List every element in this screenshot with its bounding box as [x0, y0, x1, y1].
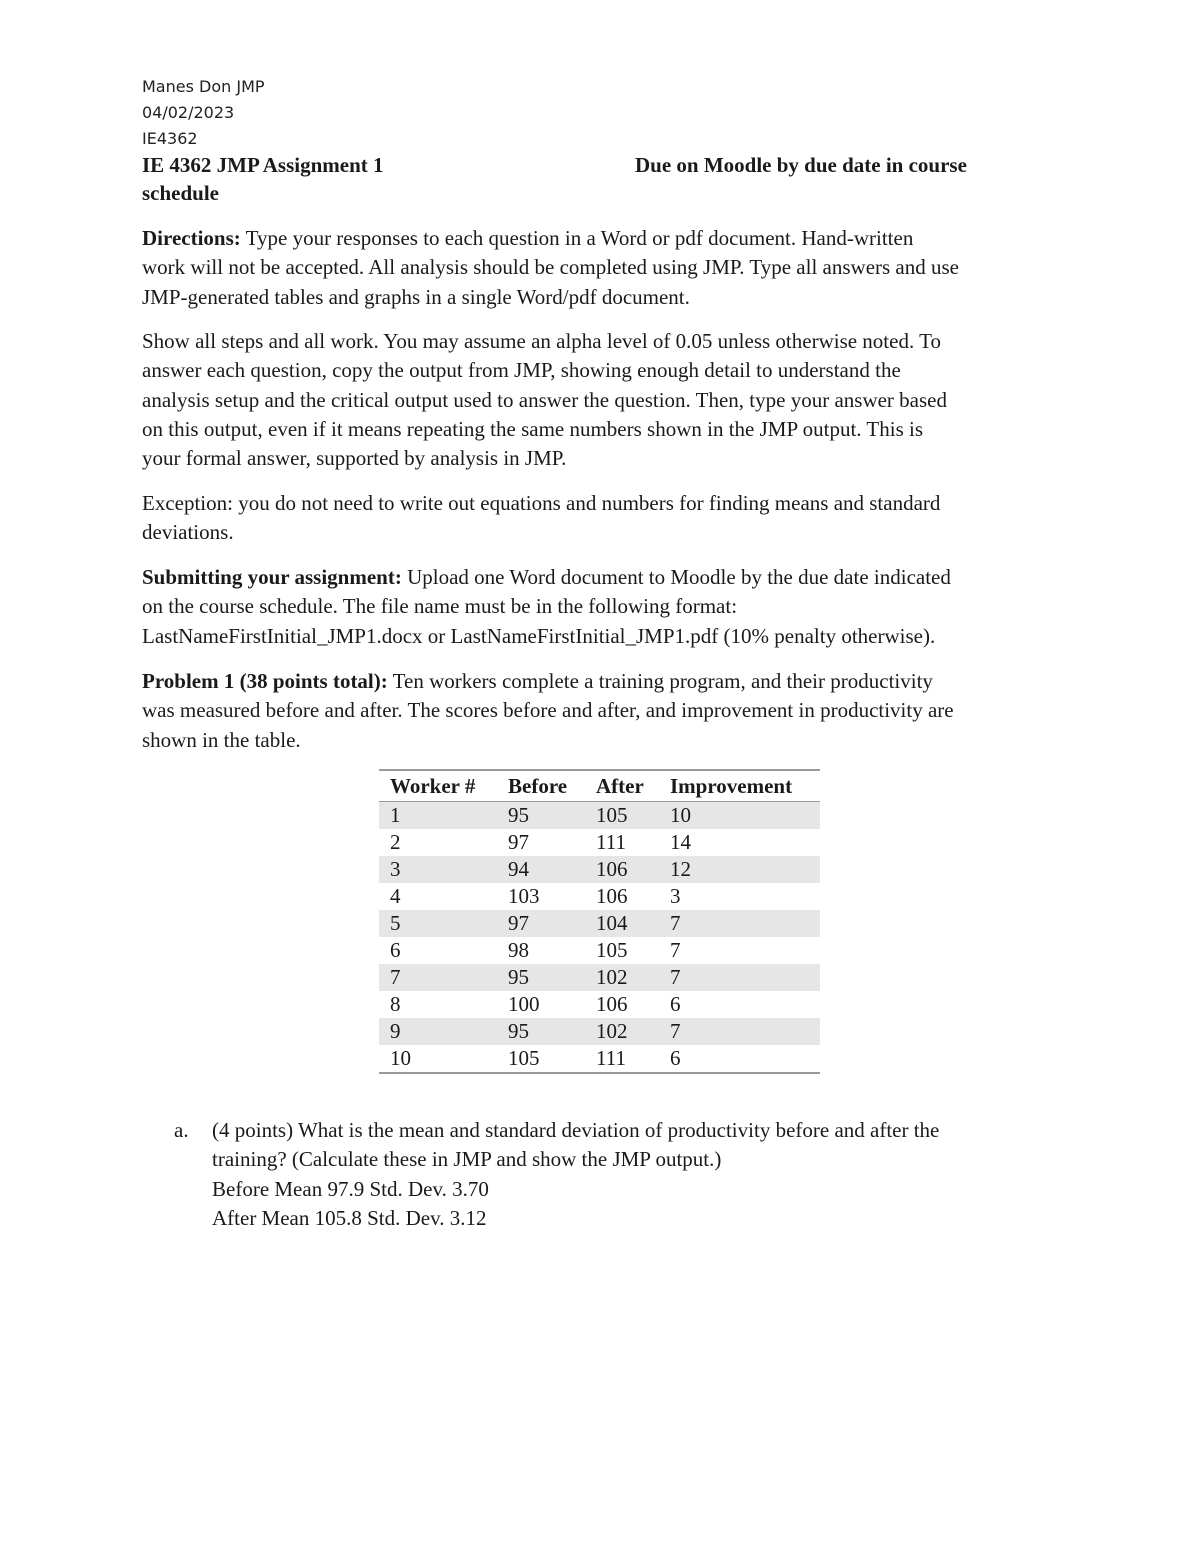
before-cell: 97 [497, 910, 585, 937]
column-header-worker: Worker # [379, 770, 497, 802]
worker-cell: 9 [379, 1018, 497, 1045]
worker-cell: 6 [390, 938, 401, 962]
before-cell: 94 [497, 856, 585, 883]
table-header-row [379, 770, 820, 802]
after-cell: 111 [596, 830, 626, 854]
worker-cell: 4 [390, 884, 401, 908]
answer-before: Before Mean 97.9 Std. Dev. 3.70 [212, 1176, 489, 1201]
before-cell: 97 [508, 830, 529, 854]
show-work-line: your formal answer, supported by analysis in JMP. [142, 446, 567, 471]
improvement-cell: 14 [670, 830, 691, 854]
show-work-line: analysis setup and the critical output used to answer the question. Then, type your answer based [142, 387, 947, 412]
problem-1-line: Ten workers complete a training program, and their productivity [387, 669, 933, 693]
before-cell: 95 [497, 1018, 585, 1045]
question-a-label: a. [174, 1118, 189, 1142]
worker-cell: 10 [390, 1046, 411, 1070]
productivity-table [379, 769, 820, 1074]
after-cell: 102 [585, 964, 659, 991]
question-a-body [212, 1116, 1072, 1233]
before-cell: 103 [508, 884, 540, 908]
improvement-cell: 7 [659, 1018, 820, 1045]
submission-date: 04/02/2023 [142, 103, 235, 122]
table-row [379, 802, 820, 830]
worker-cell: 2 [390, 830, 401, 854]
assignment-title-left: IE 4362 JMP Assignment 1 [142, 153, 384, 177]
table-row [379, 1045, 820, 1073]
column-header-improvement: Improvement [659, 770, 820, 802]
worker-cell: 7 [379, 964, 497, 991]
course-code: IE4362 [142, 129, 198, 148]
due-date-note-wrap: schedule [142, 181, 220, 205]
worker-cell: 1 [379, 802, 497, 830]
exception-paragraph [142, 489, 1072, 548]
table-row [379, 991, 820, 1018]
submitting-label: Submitting your assignment: [142, 565, 402, 589]
improvement-cell: 7 [659, 910, 820, 937]
column-header-before: Before [497, 770, 585, 802]
table-row [379, 937, 820, 964]
show-work-paragraph [142, 327, 1072, 473]
directions-paragraph [142, 224, 1072, 312]
after-cell: 102 [585, 1018, 659, 1045]
question-a-line: (4 points) What is the mean and standard deviation of productivity before and after the [212, 1118, 940, 1142]
improvement-cell: 3 [670, 884, 681, 908]
improvement-cell: 7 [670, 938, 681, 962]
show-work-line: answer each question, copy the output from JMP, showing enough detail to understand the [142, 358, 901, 383]
directions-line: JMP-generated tables and graphs in a single Word/pdf document. [142, 284, 690, 309]
after-cell: 105 [585, 802, 659, 830]
submitting-line: Upload one Word document to Moodle by the due date indicated [401, 565, 951, 589]
improvement-cell: 6 [670, 992, 681, 1016]
submitting-line: LastNameFirstInitial_JMP1.docx or LastNameFirstInitial_JMP1.pdf (10% penalty otherwise). [142, 623, 936, 648]
after-cell: 106 [585, 856, 659, 883]
after-cell: 105 [596, 938, 628, 962]
answer-after: After Mean 105.8 Std. Dev. 3.12 [212, 1205, 487, 1230]
table-body [379, 802, 820, 1074]
worker-cell: 5 [379, 910, 497, 937]
after-cell: 106 [596, 884, 628, 908]
problem-1-paragraph [142, 667, 1072, 755]
submitting-paragraph [142, 563, 1072, 651]
before-cell: 95 [497, 964, 585, 991]
improvement-cell: 6 [670, 1046, 681, 1070]
improvement-cell: 10 [659, 802, 820, 830]
submitting-line: on the course schedule. The file name must be in the following format: [142, 594, 738, 619]
column-header-after: After [585, 770, 659, 802]
improvement-cell: 7 [659, 964, 820, 991]
table-row [379, 829, 820, 856]
directions-line: Type your responses to each question in a Word or pdf document. Hand-written [240, 226, 914, 250]
table-row [379, 856, 820, 883]
worker-cell: 3 [379, 856, 497, 883]
problem-1-line: shown in the table. [142, 727, 301, 752]
after-cell: 104 [585, 910, 659, 937]
student-name: Manes Don JMP [142, 77, 265, 96]
improvement-cell: 12 [659, 856, 820, 883]
before-cell: 95 [497, 802, 585, 830]
due-date-note: Due on Moodle by due date in course [635, 153, 967, 177]
before-cell: 98 [508, 938, 529, 962]
show-work-line: on this output, even if it means repeating the same numbers shown in the JMP output. This is [142, 416, 923, 441]
worker-cell: 8 [390, 992, 401, 1016]
directions-label: Directions: [142, 226, 241, 250]
table-row [379, 1018, 820, 1045]
exception-line: Exception: you do not need to write out equations and numbers for finding means and standard [142, 491, 941, 515]
table-row [379, 910, 820, 937]
exception-line: deviations. [142, 520, 234, 545]
problem-1-label: Problem 1 (38 points total): [142, 669, 388, 693]
question-a-line: training? (Calculate these in JMP and show the JMP output.) [212, 1147, 722, 1172]
problem-1-line: was measured before and after. The scores before and after, and improvement in productivity are [142, 698, 954, 723]
student-header [142, 74, 265, 152]
after-cell: 106 [596, 992, 628, 1016]
show-work-line: Show all steps and all work. You may assume an alpha level of 0.05 unless otherwise noted. To [142, 329, 941, 353]
table-row [379, 964, 820, 991]
before-cell: 100 [508, 992, 540, 1016]
table-row [379, 883, 820, 910]
before-cell: 105 [508, 1046, 540, 1070]
after-cell: 111 [596, 1046, 626, 1070]
directions-line: work will not be accepted. All analysis should be completed using JMP. Type all answers and use [142, 255, 960, 280]
